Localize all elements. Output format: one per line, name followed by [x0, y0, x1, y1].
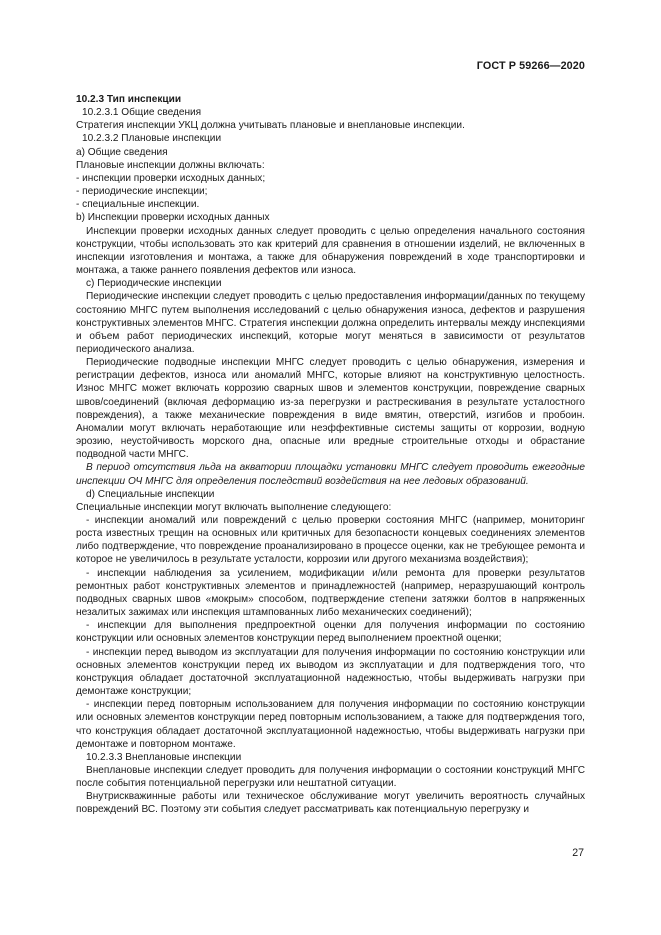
subsection-unplanned: 10.2.3.3 Внеплановые инспекции: [86, 751, 242, 763]
special-item: - инспекции перед повторным использованием для получения информации по состоянию конструкции или основных элементов конструкции перед повторным использованием, а также для подтверждения того, что конструкция обладает достаточной эксплуатационной надежностью, чтобы выдерживать нагрузки при демонтаже и повторном монтаже.: [76, 699, 585, 750]
item-a-label: а) Общие сведения: [76, 146, 168, 158]
paragraph-unplanned: Внеплановые инспекции следует проводить для получения информации о состоянии конструкций МНГС после события потенциальной перегрузки или нештатной ситуации.: [76, 764, 585, 790]
paragraph-strategy: Стратегия инспекции УКЦ должна учитывать плановые и внеплановые инспекции.: [76, 120, 465, 132]
special-intro: Специальные инспекции могут включать выполнение следующего:: [76, 501, 392, 513]
paragraph-periodic: Периодические инспекции следует проводить с целью предоставления информации/данных по текущему состоянию МНГС путем выполнения исследований с целью обнаружения износа, дефектов и разрушения конструктивных элементов МНГС. Стратегия инспекции должна определить интервалы между инспекциями и объем работ периодических инспекций, которые могут меняться в зависимости от результатов периодического анализа.: [76, 291, 585, 355]
special-item: - инспекции перед выводом из эксплуатации для получения информации по состоянию конструкции или основных элементов конструкции перед их выводом из эксплуатации и для подтверждения того, что конструкция обладает достаточной эксплуатационной надежностью, чтобы выдерживать нагрузки при демонтаже конструкции;: [76, 646, 585, 698]
body-text: [76, 93, 585, 817]
planned-intro: Плановые инспекции должны включать:: [76, 159, 265, 171]
paragraph-wells: Внутрискважинные работы или техническое обслуживание могут увеличить вероятность случайных повреждений ВС. Поэтому эти события следует рассматривать как потенциальную перегрузку и: [76, 791, 585, 816]
paragraph-underwater: Периодические подводные инспекции МНГС следует проводить с целью обнаружения, измерения и регистрации дефектов, износа или аномалий МНГС, которые влияют на конструктивную целостность. Износ МНГС может включать коррозию сварных швов и элементов конструкции, повреждение сварных швов/соединений (включая деформацию из-за перегрузки и растрескивания в результате усталостного повреждения), а также механические повреждения в виде вмятин, отверстий, изгибов и пробоин. Аномалии могут включать неработающие или неэффективные системы защиты от коррозии, водную эрозию, неустойчивость морского дна, опасные или вредные строительные отходы и обрастание подводной части МНГС.: [76, 357, 585, 461]
list-item: - специальные инспекции.: [76, 199, 200, 211]
item-c-label: c) Периодические инспекции: [86, 278, 222, 290]
standard-code: ГОСТ Р 59266—2020: [476, 60, 585, 72]
list-item: - периодические инспекции;: [76, 186, 208, 198]
list-item: - инспекции проверки исходных данных;: [76, 172, 266, 184]
section-heading: 10.2.3 Тип инспекции: [76, 94, 182, 105]
paragraph-baseline: Инспекции проверки исходных данных следует проводить с целью определения начального состояния конструкции, чтобы использовать это как критерий для сравнения в отношении изделий, не включенных в инспекции изготовления и монтажа, а также для обнаружения повреждений в ходе транспортировки и монтажа, а также раннего появления дефектов или износа.: [76, 225, 585, 277]
special-item: - инспекции аномалий или повреждений с целью проверки состояния МНГС (например, мониторинг роста известных трещин на основных или критичных для безопасности концевых соединениях элементов либо подтверждение, что повреждение проанализировано в процессе оценки, как не требующее ремонта и которое не увеличилось в результате усталости, коррозии или другого механизма воздействия);: [76, 515, 585, 566]
page-number: 27: [572, 847, 584, 859]
special-item: - инспекции наблюдения за усилением, модификации и/или ремонта для проверки результатов ремонтных работ конструктивных элементов и принадлежностей (например, неразрушающий контроль подводных сварных швов «мокрым» способом, подтверждение степени затяжки болтов в напряженных незалитых зажимах или инспекция штампованных либо механических соединений);: [76, 567, 585, 619]
item-b-label: b) Инспекции проверки исходных данных: [76, 212, 270, 224]
subsection-general: 10.2.3.1 Общие сведения: [82, 107, 202, 119]
special-item: - инспекции для выполнения предпроектной оценки для получения информации по состоянию конструкции или основных элементов конструкции перед выполнением проектной оценки;: [76, 620, 585, 645]
subsection-planned: 10.2.3.2 Плановые инспекции: [82, 133, 222, 145]
paragraph-ice: В период отсутствия льда на акватории площадки установки МНГС следует проводить ежегодные инспекции ОЧ МНГС для определения последствий воздействия на нее ледовых образований.: [76, 462, 585, 487]
item-d-label: d) Специальные инспекции: [86, 488, 215, 500]
